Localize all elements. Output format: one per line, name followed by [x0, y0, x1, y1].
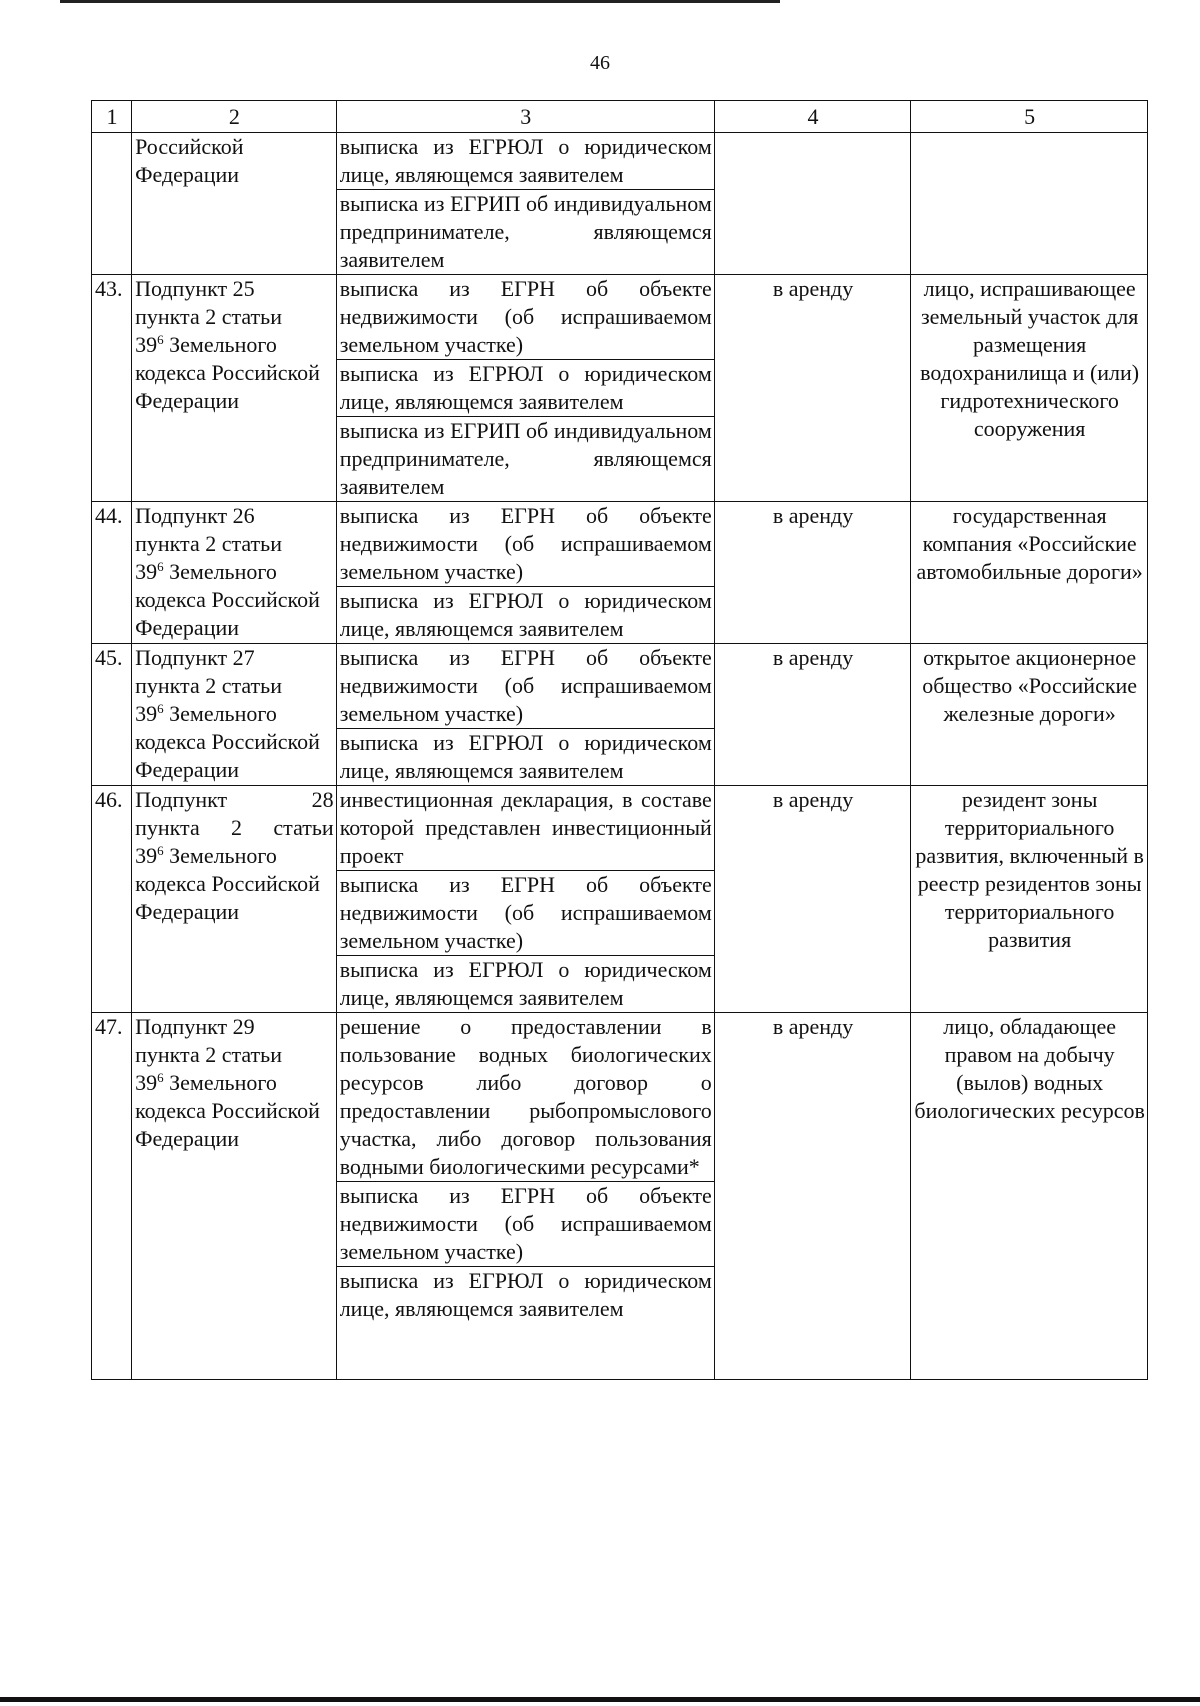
scan-edge-top: [60, 0, 780, 3]
table-row: [92, 786, 1148, 871]
required-document: выписка из ЕГРЮЛ о юридическом лице, являющемся заявителем: [336, 729, 714, 786]
applicant: открытое акционерное общество «Российские железные дороги»: [911, 644, 1148, 786]
required-document: выписка из ЕГРН об объекте недвижимости (об испрашиваемом земельном участке): [336, 502, 714, 587]
legal-basis: Подпункт 27 пункта 2 статьи $39^6$ Земельного кодекса Российской Федерации: [132, 644, 337, 786]
required-document: выписка из ЕГРЮЛ о юридическом лице, являющемся заявителем: [336, 133, 714, 190]
required-document: выписка из ЕГРЮЛ о юридическом лице, являющемся заявителем: [336, 360, 714, 417]
documents-table: [91, 100, 1148, 1380]
row-number: 44.: [92, 502, 132, 644]
right-type: в аренду: [714, 786, 911, 1013]
row-number: 47.: [92, 1013, 132, 1380]
required-document: выписка из ЕГРЮЛ о юридическом лице, являющемся заявителем: [336, 587, 714, 644]
right-type: в аренду: [714, 275, 911, 502]
row-number: 45.: [92, 644, 132, 786]
legal-basis: Подпункт 28 пункта 2 статьи $39^6$ Земельного кодекса Российской Федерации: [132, 786, 337, 1013]
table-header-row: [92, 101, 1148, 133]
applicant: [911, 133, 1148, 275]
column-header: 1: [92, 101, 132, 133]
applicant: лицо, испрашивающее земельный участок для размещения водохранилища и (или) гидротехнического сооружения: [911, 275, 1148, 502]
required-document: выписка из ЕГРЮЛ о юридическом лице, являющемся заявителем: [336, 956, 714, 1013]
column-header: 5: [911, 101, 1148, 133]
legal-basis: Подпункт 26 пункта 2 статьи $39^6$ Земельного кодекса Российской Федерации: [132, 502, 337, 644]
legal-basis: Подпункт 29 пункта 2 статьи $39^6$ Земельного кодекса Российской Федерации: [132, 1013, 337, 1380]
table-row: [92, 275, 1148, 360]
legal-basis: Российской Федерации: [132, 133, 337, 275]
column-header: 4: [714, 101, 911, 133]
row-number: [92, 133, 132, 275]
applicant: государственная компания «Российские автомобильные дороги»: [911, 502, 1148, 644]
column-header: 3: [336, 101, 714, 133]
scan-edge-bottom: [0, 1697, 1200, 1702]
table-row: [92, 133, 1148, 190]
required-document: выписка из ЕГРИП об индивидуальном предпринимателе, являющемся заявителем: [336, 417, 714, 502]
page-number: 46: [590, 52, 610, 74]
required-document: выписка из ЕГРИП об индивидуальном предпринимателе, являющемся заявителем: [336, 190, 714, 275]
required-document: выписка из ЕГРН об объекте недвижимости (об испрашиваемом земельном участке): [336, 871, 714, 956]
required-document: инвестиционная декларация, в составе которой представлен инвестиционный проект: [336, 786, 714, 871]
right-type: [714, 133, 911, 275]
table-row: [92, 1013, 1148, 1182]
column-header: 2: [132, 101, 337, 133]
applicant: резидент зоны территориального развития, включенный в реестр резидентов зоны территориального развития: [911, 786, 1148, 1013]
required-document: выписка из ЕГРЮЛ о юридическом лице, являющемся заявителем: [336, 1267, 714, 1380]
row-number: 43.: [92, 275, 132, 502]
right-type: в аренду: [714, 1013, 911, 1380]
right-type: в аренду: [714, 502, 911, 644]
applicant: лицо, обладающее правом на добычу (вылов) водных биологических ресурсов: [911, 1013, 1148, 1380]
legal-basis: Подпункт 25 пункта 2 статьи $39^6$ Земельного кодекса Российской Федерации: [132, 275, 337, 502]
required-document: решение о предоставлении в пользование водных биологических ресурсов либо договор о предоставлении рыбопромыслового участка, либо договор пользования водными биологическими ресурсами*: [336, 1013, 714, 1182]
required-document: выписка из ЕГРН об объекте недвижимости (об испрашиваемом земельном участке): [336, 275, 714, 360]
right-type: в аренду: [714, 644, 911, 786]
table-row: [92, 644, 1148, 729]
required-document: выписка из ЕГРН об объекте недвижимости (об испрашиваемом земельном участке): [336, 1182, 714, 1267]
row-number: 46.: [92, 786, 132, 1013]
table-row: [92, 502, 1148, 587]
required-document: выписка из ЕГРН об объекте недвижимости (об испрашиваемом земельном участке): [336, 644, 714, 729]
